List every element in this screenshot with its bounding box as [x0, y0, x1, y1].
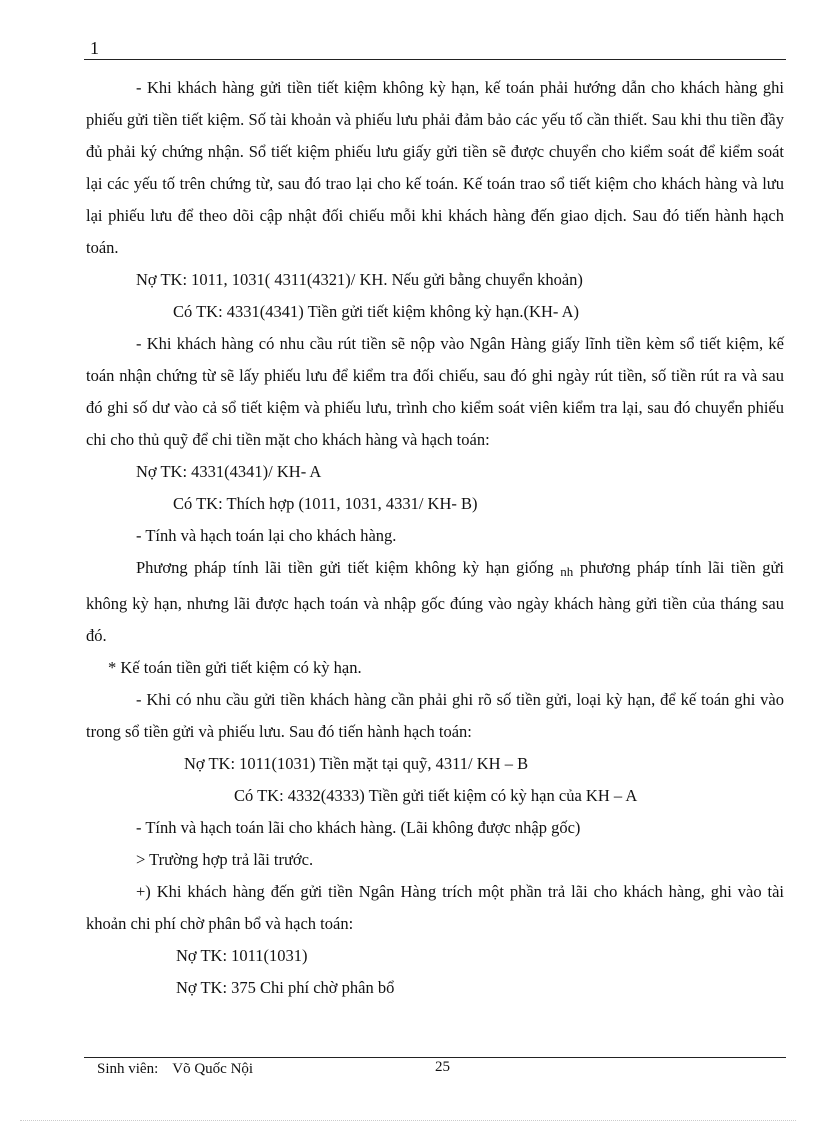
footer-student-name: Võ Quốc Nội — [172, 1061, 254, 1077]
entry-debit-2: Nợ TK: 4331(4341)/ KH- A — [136, 462, 322, 481]
line-prepaid-case: > Trường hợp trả lãi trước. — [136, 850, 314, 869]
entry-credit-2: Có TK: Thích hợp (1011, 1031, 4331/ KH- B) — [173, 494, 478, 513]
paragraph-1: - Khi khách hàng gửi tiền tiết kiệm không kỳ hạn, kế toán phải hướng dẫn cho khách hàng ghi phiếu gửi tiền tiết kiệm. Số tài khoản và phiếu lưu phải đảm bảo các yếu tố cần thiết. Sau khi thu tiền đầy đủ phải ký chứng nhận. Sổ tiết kiệm phiếu lưu giấy gửi tiền sẽ được chuyển cho kiểm soát để kiểm soát lại các yếu tố trên chứng từ, sau đó trao lại cho kế toán. Kế toán trao sổ tiết kiệm cho khách hàng và lưu lại phiếu lưu để theo dõi cập nhật đối chiếu mỗi khi khách hàng đến giao dịch. Sau đó tiến hành hạch toán. — [86, 78, 784, 257]
paragraph-5: +) Khi khách hàng đến gửi tiền Ngân Hàng trích một phần trả lãi cho khách hàng, ghi vào tài khoản chi phí chờ phân bổ và hạch toán: — [86, 882, 784, 933]
paragraph-3-part-a: Phương pháp tính lãi tiền gửi tiết kiệm không kỳ hạn giống — [136, 558, 554, 577]
entry-credit-1: Có TK: 4331(4341) Tiền gửi tiết kiệm không kỳ hạn.(KH- A) — [173, 302, 579, 321]
page-bottom-border — [20, 1120, 796, 1121]
footer-student — [97, 1061, 253, 1078]
paragraph-3-part-b: phương pháp tính lãi tiền gửi không kỳ hạn, nhưng lãi được hạch toán và nhập gốc đúng vào ngày khách hàng gửi tiền của tháng sau đó. — [86, 558, 785, 645]
section-heading-term-savings: * Kế toán tiền gửi tiết kiệm có kỳ hạn. — [108, 658, 362, 677]
footer-rule — [84, 1057, 786, 1058]
document-body — [86, 72, 784, 1004]
header-rule — [84, 59, 786, 60]
paragraph-3-subscript: nh — [560, 564, 574, 579]
paragraph-4: - Khi có nhu cầu gửi tiền khách hàng cần phải ghi rõ số tiền gửi, loại kỳ hạn, để kế toán ghi vào trong sổ tiền gửi và phiếu lưu. Sau đó tiến hành hạch toán: — [86, 690, 784, 741]
entry-debit-1: Nợ TK: 1011, 1031( 4311(4321)/ KH. Nếu gửi bằng chuyển khoản) — [136, 270, 583, 289]
line-interest-recalc: - Tính và hạch toán lại cho khách hàng. — [136, 526, 397, 545]
paragraph-3 — [86, 552, 784, 652]
footer-page-number: 25 — [435, 1059, 450, 1075]
footer-student-label: Sinh viên: — [97, 1061, 159, 1077]
entry-debit-3: Nợ TK: 1011(1031) Tiền mặt tại quỹ, 4311/ KH – B — [184, 754, 529, 773]
entry-credit-3: Có TK: 4332(4333) Tiền gửi tiết kiệm có kỳ hạn của KH – A — [234, 786, 638, 805]
line-interest-calc: - Tính và hạch toán lãi cho khách hàng. (Lãi không được nhập gốc) — [136, 818, 581, 837]
paragraph-2: - Khi khách hàng có nhu cầu rút tiền sẽ nộp vào Ngân Hàng giấy lĩnh tiền kèm sổ tiết kiệm, kế toán nhận chứng từ sẽ lấy phiếu lưu để kiểm tra đối chiếu, sau đó ghi ngày rút tiền, số tiền rút ra và sau đó ghi số dư vào cả sổ tiết kiệm và phiếu lưu, trình cho kiểm soát viên kiểm tra lại, sau đó chuyển phiếu chi cho thủ quỹ để chi tiền mặt cho khách hàng và hạch toán: — [86, 334, 784, 449]
header-page-mark: 1 — [90, 38, 99, 58]
entry-debit-4: Nợ TK: 1011(1031) — [176, 946, 308, 965]
entry-debit-5: Nợ TK: 375 Chi phí chờ phân bổ — [176, 978, 395, 997]
